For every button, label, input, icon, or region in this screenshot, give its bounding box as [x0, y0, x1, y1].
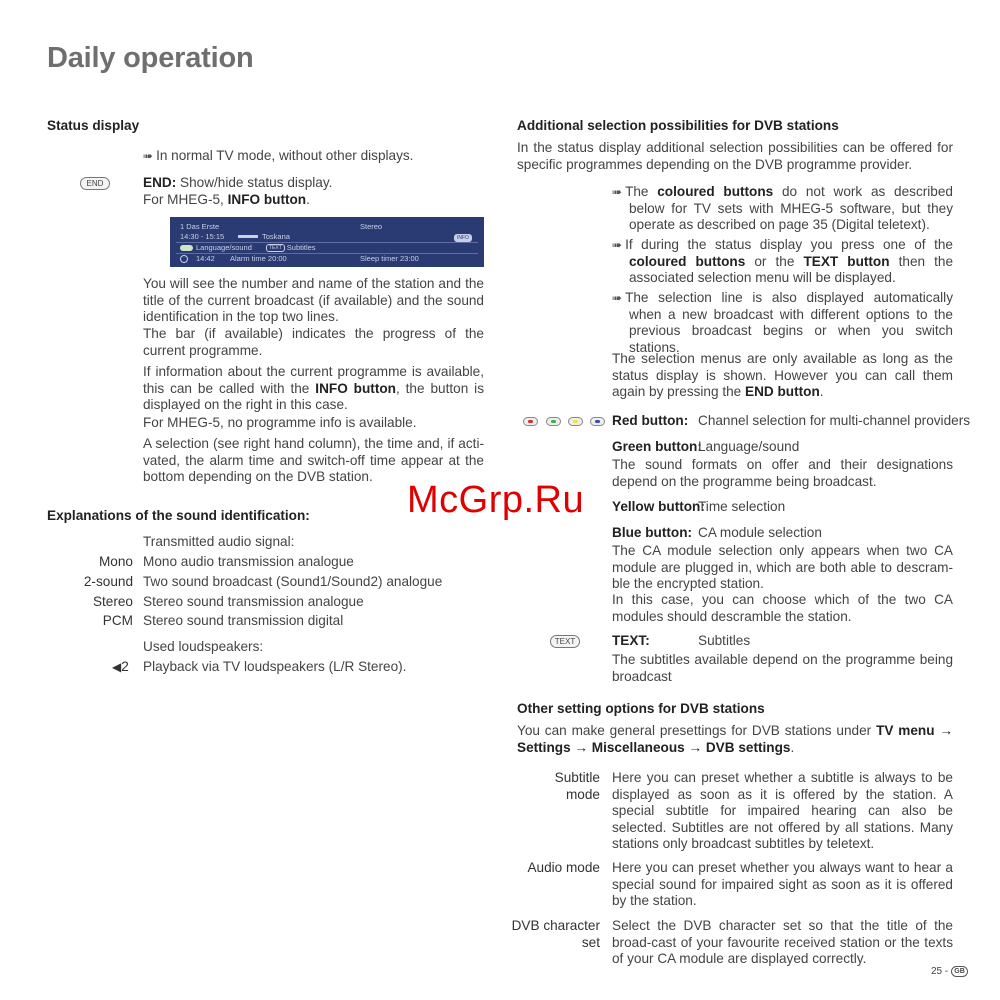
- green-button-icon: [546, 417, 561, 426]
- sb-subtitles: TEXT Subtitles: [266, 243, 316, 253]
- sound-label-2sound: 2-sound: [83, 574, 133, 589]
- sb-lang: Language/sound: [180, 243, 252, 253]
- end-description: END: Show/hide status display.: [143, 175, 333, 190]
- sound-label-mono: Mono: [98, 554, 133, 569]
- additional-selection-intro: In the status display additional selection possibilities can be offered for specific programmes depending on the DVB programme provider.: [517, 140, 953, 172]
- audio-mode-label: Audio mode: [527, 860, 600, 875]
- speaker-label: ◀2: [112, 659, 129, 674]
- selection-menus-note: The selection menus are only available as long as the status display is shown. However you can call them again by pressing the END button.: [612, 351, 953, 399]
- sb-audio: Stereo: [360, 222, 383, 231]
- audio-mode-text: Here you can preset whether you always want to hear a special sound for impaired sight as soon as it is offered by the station.: [612, 860, 953, 908]
- text-button-label: TEXT:: [612, 633, 650, 648]
- sound-label-pcm: PCM: [102, 613, 133, 628]
- sb-title: Toskana: [262, 232, 290, 241]
- sound-text-stereo: Stereo sound transmission analogue: [143, 594, 364, 609]
- progress-bar: [238, 235, 258, 238]
- page-number: 25 -: [931, 966, 949, 977]
- status-display-image: [170, 217, 484, 267]
- yellow-button-text: Time selection: [698, 499, 786, 514]
- other-settings-heading: Other setting options for DVB stations: [517, 701, 765, 716]
- programme-info-paragraph: If information about the current programme is available, this can be called with the INFO button, the button is displayed on the right in this case.: [143, 364, 484, 412]
- station-info-paragraph: You will see the number and name of the station and the title of the current broadcast (if available) and the sound identification in the top two lines.: [143, 276, 484, 324]
- blue-button-desc-2: In this case, you can choose which of the two CA modules should descramble the station.: [612, 592, 953, 624]
- sb-clock: 14:42: [196, 254, 215, 263]
- progress-paragraph: The bar (if available) indicates the progress of the current programme.: [143, 326, 484, 358]
- arrow-icon: ➠: [143, 149, 154, 163]
- text-button-desc: The subtitles available depend on the programme being broadcast: [612, 652, 953, 684]
- bullet-selection-line: ➠ The selection line is also displayed automatically when a new broadcast with different options to the previous broadcast begins or when you switch stations.: [612, 290, 953, 355]
- red-button-icon: [523, 417, 538, 426]
- blue-button-label: Blue button:: [612, 525, 693, 540]
- other-settings-intro: You can make general presettings for DVB stations under TV menu → Settings → Miscellaneous → DVB settings.: [517, 723, 953, 755]
- dvb-charset-label: DVB character set: [511, 918, 600, 950]
- sound-text-mono: Mono audio transmission analogue: [143, 554, 354, 569]
- used-speakers-label: Used loudspeakers:: [143, 639, 264, 654]
- sb-info-badge: INFO: [454, 234, 472, 242]
- sb-channel: 1 Das Erste: [180, 222, 220, 231]
- watermark: McGrp.Ru: [407, 479, 585, 521]
- red-button-label: Red button:: [612, 413, 689, 428]
- page-title: Daily operation: [47, 42, 254, 74]
- yellow-button-label: Yellow button:: [612, 499, 705, 514]
- sound-text-2sound: Two sound broadcast (Sound1/Sound2) analogue: [143, 574, 443, 589]
- page-footer: [931, 964, 968, 981]
- yellow-button-icon: [568, 417, 583, 426]
- selection-paragraph: A selection (see right hand column), the time and, if acti-vated, the alarm time and switch-off time appear at the bottom depending on the DVB station.: [143, 436, 484, 484]
- text-key-icon: TEXT: [550, 635, 580, 648]
- green-button-label: Green button:: [612, 439, 702, 454]
- subtitle-mode-label: Subtitle mode: [554, 770, 600, 802]
- blue-button-icon: [590, 417, 605, 426]
- arrow-icon: ➠: [612, 291, 623, 305]
- green-button-icon: [180, 245, 193, 251]
- green-button-text: Language/sound: [698, 439, 800, 454]
- status-display-heading: Status display: [47, 118, 140, 133]
- text-button-text: Subtitles: [698, 633, 751, 648]
- red-button-text: Channel selection for multi-channel providers: [698, 413, 971, 428]
- language-badge: GB: [951, 966, 968, 977]
- additional-selection-heading: Additional selection possibilities for DVB stations: [517, 118, 839, 133]
- sb-sleep: Sleep timer 23:00: [360, 254, 419, 263]
- normal-mode-note: ➠ In normal TV mode, without other displays.: [143, 148, 414, 163]
- sb-time-range: 14:30 - 15:15: [180, 232, 225, 241]
- speaker-text: Playback via TV loudspeakers (L/R Stereo).: [143, 659, 407, 674]
- blue-button-desc: The CA module selection only appears when two CA module are plugged in, which are both able to descram-ble the encrypted station.: [612, 543, 953, 591]
- green-button-desc: The sound formats on offer and their designations depend on the programme being broadcast.: [612, 457, 953, 489]
- sound-identification-heading: Explanations of the sound identification:: [47, 508, 310, 523]
- bullet-selection-menu: ➠ If during the status display you press one of the coloured buttons or the TEXT button then the associated selection menu will be displayed.: [612, 237, 954, 285]
- speaker-icon: ◀: [112, 660, 122, 674]
- bullet-coloured-buttons: ➠ The coloured buttons do not work as described below for TV sets with MHEG-5 software, but they operate as described on page 35 (Digital teletext).: [612, 184, 953, 232]
- sound-text-pcm: Stereo sound transmission digital: [143, 613, 344, 628]
- arrow-icon: ➠: [612, 185, 623, 199]
- subtitle-mode-text: Here you can preset whether a subtitle is always to be displayed as soon as it is offered by the station. A special subtitle for impaired hearing can also be selected. Subtitles are not offered by all stations. Many stations only broadcast subtitles by teletext.: [612, 770, 953, 851]
- arrow-icon: ➠: [612, 238, 623, 252]
- sb-alarm: Alarm time 20:00: [230, 254, 287, 263]
- transmitted-label: Transmitted audio signal:: [143, 534, 295, 549]
- end-key-icon: END: [80, 177, 110, 190]
- mheg-note: For MHEG-5, INFO button.: [143, 192, 310, 207]
- sound-label-stereo: Stereo: [92, 594, 133, 609]
- dvb-charset-text: Select the DVB character set so that the title of the broad-cast of your favourite received station or the texts of your CA module are displayed correctly.: [612, 918, 953, 966]
- blue-button-text: CA module selection: [698, 525, 822, 540]
- mheg-programme-note: For MHEG-5, no programme info is available.: [143, 415, 417, 430]
- clock-icon: [180, 255, 188, 263]
